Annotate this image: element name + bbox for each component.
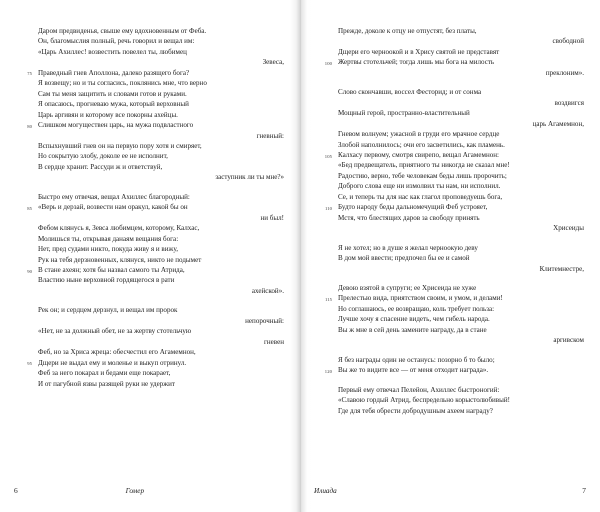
verse-line xyxy=(14,99,286,109)
right-page-poem-body xyxy=(314,26,586,416)
verse-line-text: «Славою гордый Атрид, беспредельно корыстолюбивый! xyxy=(338,396,510,405)
verse-line xyxy=(314,243,586,253)
verse-line-text: Вы ж мне в сей день замените награду, да в стане xyxy=(338,325,487,334)
verse-line xyxy=(14,36,286,46)
verse-line-text: Девою взятой в супруги; ее Хрисеида не хуже xyxy=(338,283,477,292)
verse-line xyxy=(314,202,586,212)
verse-line-text: Будто народу беды дальномечущий Феб устрояет, xyxy=(338,203,488,212)
verse-line-text: Рек он; и сердцем дерзнул, и вещал им пророк xyxy=(38,306,178,315)
verse-line xyxy=(14,305,286,315)
verse-line xyxy=(314,355,586,365)
left-page-poem-body xyxy=(14,26,286,389)
verse-line-text: Я не хотел; но в душе я желал черноокую деву xyxy=(338,243,478,252)
verse-line-number: 75 xyxy=(27,71,32,77)
verse-line-text: Слово скончавши, воссел Фесторид; и от сонма xyxy=(338,88,482,97)
verse-line-text: Даром предвиденья, свыше ему вдохновенным от Феба. xyxy=(38,27,207,35)
verse-line xyxy=(14,141,286,151)
verse-line xyxy=(14,358,286,368)
verse-line-text: И от пагубной язвы разящей руки не удержит xyxy=(38,379,175,388)
verse-line-text: Хрисеиды xyxy=(553,224,584,233)
verse-line-text: Гневом волнуем; ужасной в груди его мрачное сердце xyxy=(338,130,500,139)
verse-line-text: преклоним». xyxy=(545,68,584,77)
verse-line-text: «Нет, не за должный обет, не за жертву стотельчую xyxy=(38,327,192,336)
stanza xyxy=(14,192,286,297)
verse-line-text: Дщери его черноокой и в Хрису святой не представят xyxy=(338,47,500,56)
verse-line-text: Я возвещу; но и ты согласись, поклянись мне, что верно xyxy=(38,79,207,88)
verse-line xyxy=(314,395,586,405)
verse-line-text: царь Агамемнон, xyxy=(532,119,584,128)
verse-line xyxy=(314,150,586,160)
verse-line-text: Сам ты меня защитить и словами готов и руками. xyxy=(38,89,187,98)
verse-line xyxy=(14,255,286,265)
verse-line-text: «Царь Ахиллес! возвестить повелел ты, любимец xyxy=(38,47,187,56)
verse-line xyxy=(14,275,286,285)
verse-line xyxy=(314,129,586,139)
verse-line-text: заступник ли ты мне?» xyxy=(215,173,284,182)
verse-line-number: 85 xyxy=(27,205,32,211)
verse-line-continuation xyxy=(314,119,586,129)
verse-line-text: Доброго слова еще ни измолвил ты нам, ни исполнил. xyxy=(338,182,501,191)
stanza xyxy=(314,355,586,376)
verse-line xyxy=(14,89,286,99)
verse-line-text: Царь аргивян и которому все покорны ахейцы. xyxy=(38,110,178,119)
verse-line-continuation xyxy=(314,335,586,345)
verse-line xyxy=(314,314,586,324)
verse-line-text: Клитемнестре, xyxy=(539,264,584,273)
stanza xyxy=(314,26,586,78)
verse-line xyxy=(14,68,286,78)
verse-line xyxy=(314,181,586,191)
verse-line-text: Быстро ему отвечая, вещал Ахиллес благородный: xyxy=(38,192,190,201)
verse-line-text: Прежде, доколе к отцу не отпустят, без платы, xyxy=(338,27,477,35)
verse-line xyxy=(314,140,586,150)
verse-line-text: Слишком могуществен царь, на мужа подвластного xyxy=(38,121,194,130)
verse-line-text: ни был! xyxy=(260,213,284,222)
verse-line xyxy=(314,57,586,67)
verse-line-text: Первый ему отвечал Пелейон, Ахиллес быстроногий: xyxy=(338,385,500,394)
verse-line-continuation xyxy=(314,68,586,78)
verse-line-text: Се, и теперь ты для нас как глагол проповедуешь бога, xyxy=(338,192,503,201)
right-page xyxy=(300,0,600,512)
verse-line xyxy=(314,325,586,335)
verse-line xyxy=(14,326,286,336)
verse-line xyxy=(14,347,286,357)
verse-line-continuation xyxy=(314,223,586,233)
verse-line-text: воздвигся xyxy=(554,98,584,107)
verse-line-number: 120 xyxy=(324,368,332,374)
verse-line xyxy=(314,283,586,293)
verse-line xyxy=(14,78,286,88)
stanza xyxy=(14,305,286,389)
verse-line-text: Праведный гнев Аполлона, далеко разящего бога? xyxy=(38,68,190,77)
verse-line xyxy=(14,202,286,212)
stanza xyxy=(314,87,586,233)
verse-line-text: Мстя, что блестящих даров за свободу принять xyxy=(338,213,480,222)
verse-line-text: Калхасу первому, смотря свирепо, вещал Агамемнон: xyxy=(338,150,499,159)
verse-line-continuation xyxy=(14,131,286,141)
left-page-running-title: Гомер xyxy=(125,487,145,495)
verse-line xyxy=(314,171,586,181)
verse-line xyxy=(314,406,586,416)
verse-line-text: Злобой наполнилось; очи его засветились, как пламень. xyxy=(338,140,505,149)
verse-line xyxy=(314,26,586,36)
verse-line-text: Где для тебя обрести добродушным ахеем награду? xyxy=(338,406,493,415)
verse-line-text: Зевеса, xyxy=(262,58,284,67)
left-page-footer xyxy=(0,483,300,495)
right-page-footer xyxy=(300,483,600,495)
verse-line xyxy=(14,192,286,202)
verse-line xyxy=(14,234,286,244)
verse-line xyxy=(314,47,586,57)
verse-line-text: Рук на тебя дерзновенных, клянуся, никто не подымет xyxy=(38,255,202,264)
verse-line-text: Молишься ты, открывая данаям вещания бога: xyxy=(38,234,179,243)
verse-line xyxy=(14,151,286,161)
verse-line xyxy=(314,87,586,97)
verse-line xyxy=(314,385,586,395)
verse-line xyxy=(314,108,586,118)
verse-line xyxy=(14,120,286,130)
verse-line-text: аргивском xyxy=(553,336,584,345)
verse-line-text: ахейской». xyxy=(251,286,284,295)
verse-line-text: непорочный: xyxy=(245,316,284,325)
verse-line-text: Я без награды один не останусь: позорно б то было; xyxy=(338,355,495,364)
verse-line xyxy=(314,293,586,303)
verse-line-continuation xyxy=(314,264,586,274)
right-page-running-title: Илиада xyxy=(314,487,337,495)
verse-line-continuation xyxy=(314,36,586,46)
verse-line xyxy=(14,26,286,36)
verse-line-text: Но соглашаюсь, ее возвращаю, коль требует польза: xyxy=(338,304,495,313)
verse-line xyxy=(14,379,286,389)
verse-line-text: «Верь и дерзай, возвести нам оракул, какой бы он xyxy=(38,203,188,212)
verse-line-text: В стане ахеян; хотя бы назвал самого ты Атрида, xyxy=(38,265,185,274)
verse-line-text: свободной xyxy=(552,37,584,46)
verse-line-text: В дом мой ввести; предпочел бы ее и самой xyxy=(338,254,470,263)
verse-line xyxy=(14,265,286,275)
verse-line-number: 115 xyxy=(324,297,332,303)
verse-line xyxy=(314,160,586,170)
stanza xyxy=(14,26,286,183)
verse-line-text: Вспыхнувший гнев он на первую пору хотя и смиряет, xyxy=(38,141,202,150)
stanza xyxy=(314,283,586,346)
verse-line xyxy=(14,368,286,378)
stanza xyxy=(314,243,586,274)
verse-line-continuation xyxy=(14,172,286,182)
verse-line-text: В сердце хранит. Рассуди ж и ответствуй, xyxy=(38,162,163,171)
verse-line-continuation xyxy=(14,316,286,326)
verse-line xyxy=(14,244,286,254)
verse-line-continuation xyxy=(14,213,286,223)
verse-line-text: Он, благомыслия полный, речь говорил и вещал им: xyxy=(38,37,195,46)
verse-line-text: Дщери не выдал ему и моленье и выкуп отринул. xyxy=(38,358,187,367)
verse-line-text: Властию ныне верховной гордящегося в рати xyxy=(38,276,175,285)
verse-line-continuation xyxy=(14,337,286,347)
verse-line xyxy=(14,47,286,57)
verse-line xyxy=(314,192,586,202)
verse-line-text: Нет, пред судами никто, покуда живу я и вижу, xyxy=(38,245,178,254)
verse-line xyxy=(314,304,586,314)
verse-line-text: Радостию, верно, тебе человекам беды лишь пророчить; xyxy=(338,171,507,180)
verse-line-text: Жертвы стотельчей; тогда лишь мы бога на милость xyxy=(338,58,495,67)
verse-line-continuation xyxy=(14,286,286,296)
verse-line-number: 80 xyxy=(27,123,32,129)
verse-line xyxy=(314,365,586,375)
verse-line-text: гневный: xyxy=(256,131,284,140)
verse-line-text: «Бед предвещатель, приятного ты никогда не сказал мне! xyxy=(338,161,510,170)
left-page-folio: 6 xyxy=(14,486,18,495)
verse-line-text: Но сокрытую злобу, доколе ее не исполнит, xyxy=(38,152,168,161)
verse-line-text: Фебом клянусь я, Зевса любимцем, которому, Калхас, xyxy=(38,224,200,233)
verse-line-number: 100 xyxy=(324,60,332,66)
right-page-folio: 7 xyxy=(582,486,586,495)
verse-line-text: Феб, но за Хриса жреца: обесчестил его Агамемнон, xyxy=(38,348,196,357)
stanza xyxy=(314,385,586,416)
verse-line-continuation xyxy=(314,98,586,108)
verse-line-text: Мощный герой, пространно-властительный xyxy=(338,109,470,118)
verse-line xyxy=(14,162,286,172)
verse-line-text: Феб за него покарал и бедами еще покарает, xyxy=(38,369,171,378)
verse-line xyxy=(314,213,586,223)
verse-line xyxy=(14,223,286,233)
verse-line-number: 90 xyxy=(27,268,32,274)
verse-line-text: Я опасаюсь, прогневаю мужа, который верховный xyxy=(38,100,189,109)
verse-line-continuation xyxy=(14,57,286,67)
verse-line-number: 110 xyxy=(324,205,332,211)
verse-line-text: Вы же то видите все — от меня отходит награда». xyxy=(338,366,489,375)
verse-line-number: 95 xyxy=(27,361,32,367)
verse-line xyxy=(14,110,286,120)
verse-line-text: гневен xyxy=(264,337,284,346)
verse-line xyxy=(314,253,586,263)
verse-line-number: 105 xyxy=(324,153,332,159)
verse-line-text: Лучше хочу я спасение видеть, чем гибель народа. xyxy=(338,315,490,324)
verse-line-text: Прелестью вида, приятством своим, и умом, и делами! xyxy=(338,294,503,303)
